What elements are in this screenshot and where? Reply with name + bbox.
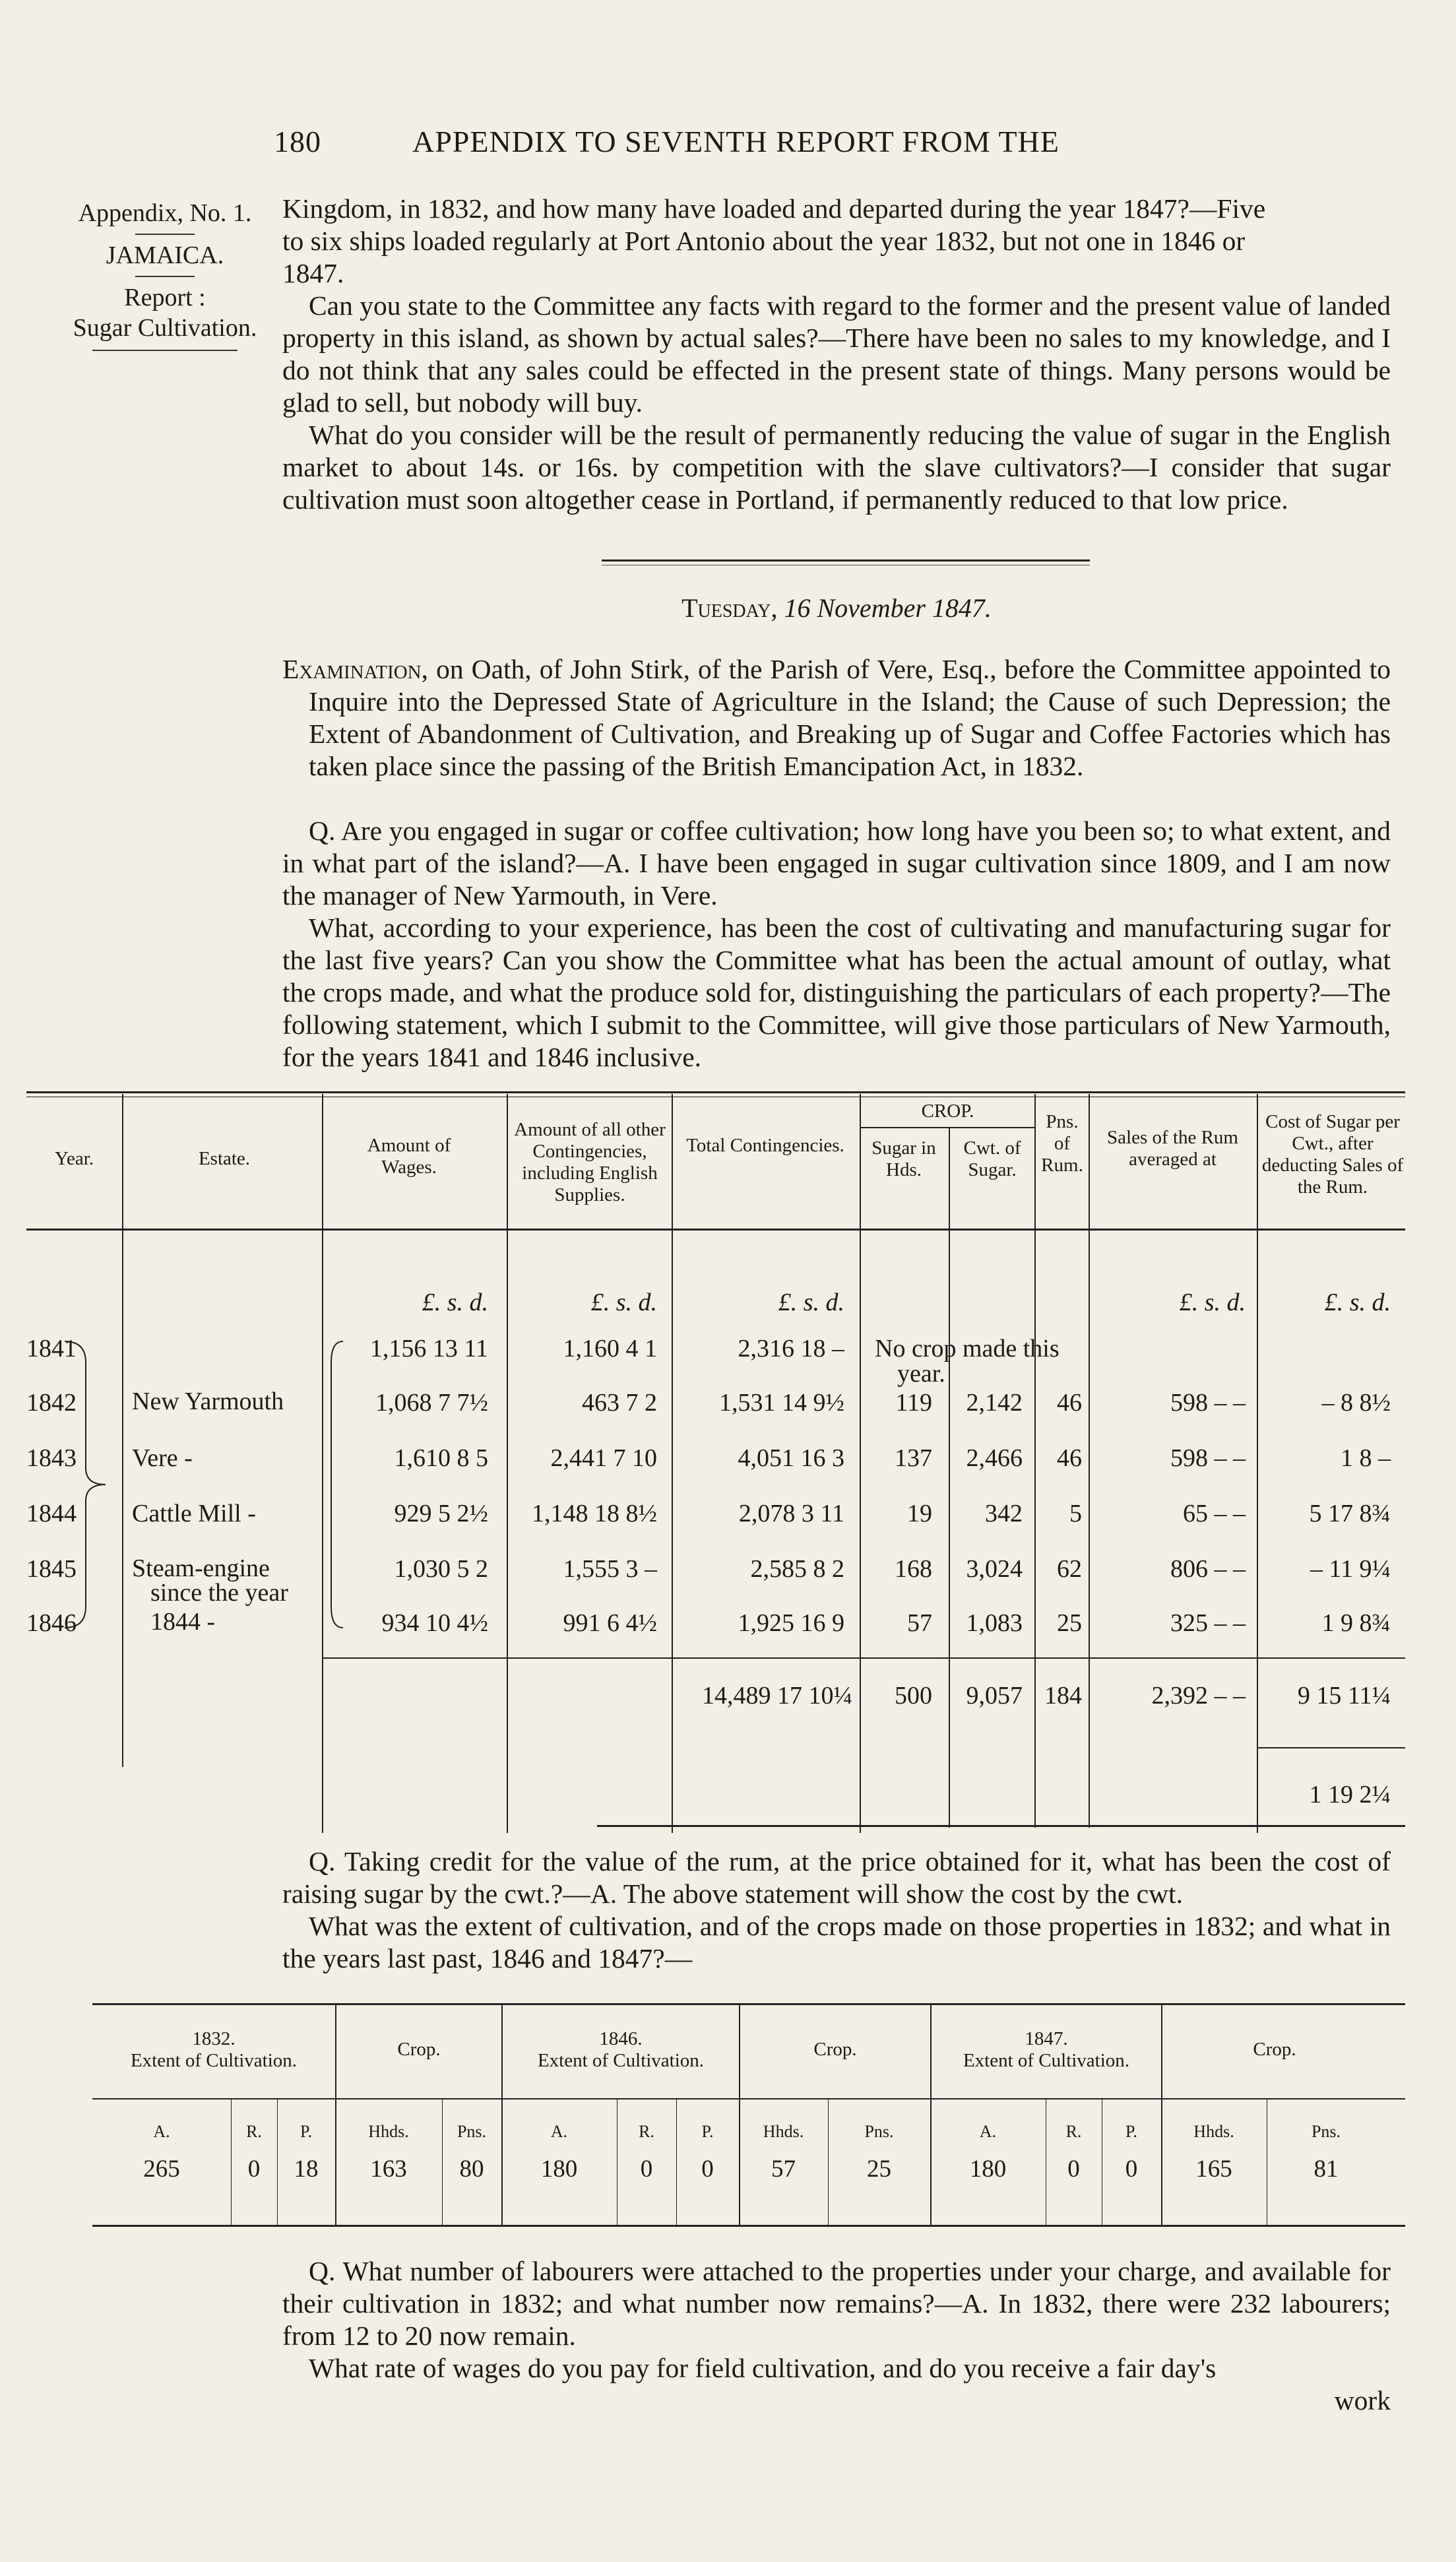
cell-other: 1,160 4 1 — [563, 1335, 657, 1362]
cell-hds: 119 — [895, 1389, 932, 1417]
cell-year: 1841 — [26, 1335, 77, 1362]
margin-rule — [135, 234, 195, 235]
page-number: 180 — [274, 125, 321, 158]
session-date-text: 16 November 1847. — [784, 593, 992, 623]
unit-label: P. — [1125, 2122, 1138, 2141]
cell-cwt: 3,024 — [966, 1555, 1023, 1583]
cell-other: 463 7 2 — [582, 1389, 657, 1417]
value-pns: 81 — [1314, 2156, 1339, 2183]
no-crop-note: year. — [897, 1360, 945, 1388]
section-rule — [602, 560, 1090, 561]
q3-text: Q. Taking credit for the value of the rum, at the price obtained for it, what has been the cost of raising sugar by the cwt.?—A. The above statement will show the cost by the cwt. — [282, 1846, 1391, 1909]
value-p: 0 — [701, 2156, 714, 2183]
units-sales: £. s. d. — [1179, 1289, 1246, 1316]
total-cwt: 9,057 — [966, 1682, 1023, 1710]
cell-total: 2,585 8 2 — [750, 1555, 844, 1583]
cultivation-table — [0, 1993, 1405, 2230]
unit-label: R. — [639, 2122, 654, 2141]
para1-line: Kingdom, in 1832, and how many have loaded and departed during the year 1847?—Five — [282, 193, 1266, 224]
para1-line: 1847. — [282, 258, 344, 288]
cell-total: 2,078 3 11 — [738, 1500, 844, 1527]
unit-label: A. — [153, 2122, 170, 2141]
cell-wages: 929 5 2½ — [394, 1500, 488, 1527]
cell-hds: 19 — [907, 1500, 932, 1527]
header-year-1846 — [503, 2028, 739, 2072]
cell-other: 2,441 7 10 — [550, 1444, 657, 1472]
unit-label: Pns. — [864, 2122, 894, 2141]
header-pns: Pns. of Rum. — [1041, 1111, 1083, 1176]
header-year-1832 — [92, 2028, 335, 2072]
column-rule — [1161, 2004, 1162, 2225]
value-hhds: 163 — [370, 2156, 407, 2183]
no-crop-note: No crop made this — [875, 1335, 1060, 1362]
cell-sales: 806 – – — [1170, 1555, 1246, 1583]
estate-line: Cattle Mill - — [132, 1500, 256, 1527]
header-cwt: Cwt. of Sugar. — [963, 1137, 1021, 1180]
column-rule — [949, 1128, 950, 1828]
cell-year: 1845 — [26, 1555, 77, 1583]
cell-year: 1846 — [26, 1609, 77, 1637]
cell-total: 4,051 16 3 — [738, 1444, 844, 1472]
examination-heading — [282, 653, 1391, 783]
unit-label: R. — [246, 2122, 262, 2141]
totals-rule — [322, 1657, 1405, 1659]
session-day: Tuesday, — [681, 593, 778, 623]
column-rule — [1257, 1094, 1258, 1833]
cell-other: 991 6 4½ — [563, 1609, 657, 1637]
margin-report: Report : — [124, 284, 206, 311]
estate-line: Steam-engine — [132, 1554, 270, 1582]
cell-hds: 137 — [895, 1444, 932, 1472]
q5-text: Q. What number of labourers were attached to the properties under your charge, and available for their cultivation in 1832; and what number now remains?—A. In 1832, there were 232 labourers; from 12 to 20 now remain. — [282, 2256, 1391, 2351]
header-estate: Estate. — [198, 1148, 251, 1169]
question-1 — [282, 815, 1391, 912]
cell-wages: 1,068 7 7½ — [375, 1389, 488, 1417]
session-date — [282, 592, 1391, 624]
extent-label: Extent of Cultivation. — [537, 2050, 705, 2071]
cell-sales: 65 – – — [1183, 1500, 1246, 1527]
table-top-rule — [26, 1091, 1405, 1093]
margin-rule — [92, 350, 237, 351]
header-year-1847 — [932, 2028, 1161, 2072]
paragraph-3 — [282, 419, 1391, 516]
unit-label: P. — [701, 2122, 714, 2141]
para1-line: to six ships loaded regularly at Port Antonio about the year 1832, but not one in 1846 or — [282, 226, 1246, 256]
year-brace — [59, 1336, 112, 1633]
column-rule — [122, 1094, 123, 1767]
catchword — [282, 2385, 1391, 2417]
para3-text: What do you consider will be the result of permanently reducing the value of sugar in the English market to about 14s. or 16s. by competition with the slave cultivators?—I consider that sugar cultivation must soon altogether cease in Portland, if permanently reduced to that low price. — [282, 420, 1391, 515]
cell-total: 1,925 16 9 — [738, 1609, 844, 1637]
cell-cost: 1 9 8¾ — [1321, 1609, 1391, 1637]
header-crop-1846: Crop. — [813, 2039, 857, 2060]
cell-pns: 62 — [1057, 1555, 1082, 1583]
para2-text: Can you state to the Committee any facts with regard to the former and the present value of landed property in this island, as shown by actual sales?—There have been no sales to my knowledge, and I do not think that any sales could be effected in the present state of things. Many persons would be glad to sell, but nobody will buy. — [282, 290, 1391, 418]
header-other: Amount of all other Contingencies, including English Supplies. — [514, 1119, 666, 1205]
margin-island: JAMAICA. — [106, 241, 224, 269]
header-cost: Cost of Sugar per Cwt., after deducting Sales of the Rum. — [1261, 1111, 1404, 1198]
cell-sales: 598 – – — [1170, 1389, 1246, 1417]
cell-cost: – 11 9¼ — [1310, 1555, 1391, 1583]
cell-cwt: 2,142 — [966, 1389, 1023, 1417]
units-other: £. s. d. — [590, 1289, 657, 1316]
wages-brace — [322, 1336, 348, 1633]
value-pns: 80 — [459, 2156, 484, 2183]
cell-pns: 25 — [1057, 1609, 1082, 1637]
table-top-rule — [92, 2003, 1405, 2005]
table-bottom-rule — [597, 1825, 1405, 1827]
examination-text: on Oath, of John Stirk, of the Parish of Vere, Esq., before the Committee appointed to Inquire into the Depressed State of Agriculture in the Island; the Cause of such Depression; the Extent of Abandonment of Cultivation, and Breaking up of Sugar and Coffee Factories which has taken place since the passing of the British Emancipation Act, in 1832. — [309, 654, 1391, 781]
value-hhds: 165 — [1195, 2156, 1232, 2183]
cell-cost: 5 17 8¾ — [1309, 1500, 1391, 1527]
cell-total: 1,531 14 9½ — [719, 1389, 844, 1417]
unit-label: Pns. — [1311, 2122, 1341, 2141]
cell-pns: 46 — [1057, 1444, 1082, 1472]
value-pns: 25 — [867, 2156, 891, 2183]
cell-cwt: 1,083 — [966, 1609, 1023, 1637]
cell-other: 1,555 3 – — [563, 1555, 657, 1583]
estate-line: since the year — [150, 1579, 288, 1607]
value-a: 265 — [143, 2156, 180, 2183]
estate-line: New Yarmouth — [132, 1388, 284, 1415]
header-wages: Amount of Wages. — [367, 1135, 451, 1178]
cell-pns: 5 — [1069, 1500, 1082, 1527]
cell-hds: 168 — [895, 1555, 932, 1583]
cell-wages: 1,610 8 5 — [394, 1444, 488, 1472]
total-hds: 500 — [895, 1682, 932, 1710]
header-title: APPENDIX TO SEVENTH REPORT FROM THE — [412, 125, 1060, 158]
year-1846: 1846. — [599, 2028, 643, 2049]
question-4 — [282, 1910, 1391, 1975]
average-rule — [1257, 1747, 1405, 1748]
q2-text: What, according to your experience, has been the cost of cultivating and manufacturing sugar for the last five years? Can you show the Committee what has been the actual amount of outlay, what the crops made, and what the produce sold for, distinguishing the particulars of each property?—The following statement, which I submit to the Committee, will give those particulars of New Yarmouth, for the years 1841 and 1846 inclusive. — [282, 913, 1391, 1072]
extent-label: Extent of Cultivation. — [130, 2050, 298, 2071]
margin-note — [53, 198, 277, 351]
header-sugar-hds: Sugar in Hds. — [871, 1137, 936, 1180]
paragraph-2 — [282, 290, 1391, 419]
value-r: 0 — [640, 2156, 653, 2183]
header-crop-1832: Crop. — [397, 2039, 441, 2060]
examination-lead: Examination, — [282, 654, 428, 684]
question-6 — [282, 2352, 1391, 2385]
unit-label: R. — [1065, 2122, 1082, 2141]
value-a: 180 — [540, 2156, 578, 2183]
unit-label: A. — [550, 2122, 568, 2141]
cell-cwt: 342 — [985, 1500, 1023, 1527]
unit-label: Pns. — [457, 2122, 487, 2141]
average-cost: 1 19 2¼ — [1309, 1781, 1391, 1809]
cell-wages: 1,030 5 2 — [394, 1555, 488, 1583]
unit-label: Hhds. — [763, 2122, 804, 2141]
unit-label: A. — [979, 2122, 997, 2141]
column-rule — [335, 2004, 336, 2225]
question-5 — [282, 2255, 1391, 2352]
year-1832: 1832. — [192, 2028, 236, 2049]
cell-year: 1844 — [26, 1500, 77, 1527]
units-total: £. s. d. — [778, 1289, 844, 1316]
cell-cost: 1 8 – — [1341, 1444, 1391, 1472]
header-rule — [92, 2098, 1405, 2099]
header-year: Year. — [54, 1148, 94, 1169]
cell-other: 1,148 18 8½ — [532, 1500, 657, 1527]
cell-wages: 1,156 13 11 — [369, 1335, 488, 1362]
crop-rule — [860, 1127, 1034, 1128]
question-2 — [282, 912, 1391, 1073]
value-p: 18 — [294, 2156, 319, 2183]
value-r: 0 — [1067, 2156, 1080, 2183]
table-bottom-rule — [92, 2225, 1405, 2227]
cell-wages: 934 10 4½ — [381, 1609, 488, 1637]
column-rule — [739, 2004, 740, 2225]
question-3 — [282, 1845, 1391, 1910]
catchword-text: work — [1334, 2385, 1391, 2416]
value-hhds: 57 — [771, 2156, 796, 2183]
q6-text: What rate of wages do you pay for field cultivation, and do you receive a fair day's — [309, 2353, 1217, 2383]
q4-text: What was the extent of cultivation, and of the crops made on those properties in 1832; and what in the years last past, 1846 and 1847?— — [282, 1911, 1391, 1973]
estate-line: Vere - — [132, 1444, 193, 1472]
value-a: 180 — [969, 2156, 1007, 2183]
paragraph-1 — [282, 193, 1391, 290]
total-cost: 9 15 11¼ — [1297, 1682, 1391, 1710]
running-header — [274, 124, 1277, 159]
cell-sales: 325 – – — [1170, 1609, 1246, 1637]
value-r: 0 — [247, 2156, 261, 2183]
total-sales: 2,392 – – — [1151, 1682, 1246, 1710]
cell-hds: 57 — [907, 1609, 932, 1637]
estate-line: 1844 - — [150, 1608, 216, 1636]
cell-pns: 46 — [1057, 1389, 1082, 1417]
accounts-table — [0, 1082, 1405, 1834]
year-1847: 1847. — [1025, 2028, 1068, 2049]
unit-label: P. — [300, 2122, 313, 2141]
header-rule — [26, 1229, 1405, 1231]
margin-topic: Sugar Cultivation. — [73, 314, 257, 342]
cell-cost: – 8 8½ — [1321, 1389, 1391, 1417]
units-cost: £. s. d. — [1324, 1289, 1391, 1316]
margin-appendix: Appendix, No. 1. — [78, 199, 252, 227]
cell-year: 1843 — [26, 1444, 77, 1472]
extent-label: Extent of Cultivation. — [963, 2050, 1130, 2071]
header-crop: CROP. — [921, 1101, 974, 1122]
total-contingencies: 14,489 17 10¼ — [702, 1682, 852, 1710]
cell-year: 1842 — [26, 1389, 77, 1417]
value-p: 0 — [1125, 2156, 1138, 2183]
q1-text: Q. Are you engaged in sugar or coffee cultivation; how long have you been so; to what extent, and in what part of the island?—A. I have been engaged in sugar cultivation since 1809, and I am now the manager of New Yarmouth, in Vere. — [282, 816, 1391, 911]
margin-rule — [135, 276, 195, 277]
cell-sales: 598 – – — [1170, 1444, 1246, 1472]
unit-label: Hhds. — [368, 2122, 409, 2141]
unit-label: Hhds. — [1193, 2122, 1234, 2141]
header-crop-1847: Crop. — [1253, 2039, 1296, 2060]
units-wages: £. s. d. — [422, 1289, 488, 1316]
header-sales: Sales of the Rum averaged at — [1107, 1127, 1238, 1170]
total-pns: 184 — [1044, 1682, 1082, 1710]
header-total: Total Contingencies. — [686, 1135, 844, 1156]
cell-cwt: 2,466 — [966, 1444, 1023, 1472]
cell-total: 2,316 18 – — [738, 1335, 844, 1362]
